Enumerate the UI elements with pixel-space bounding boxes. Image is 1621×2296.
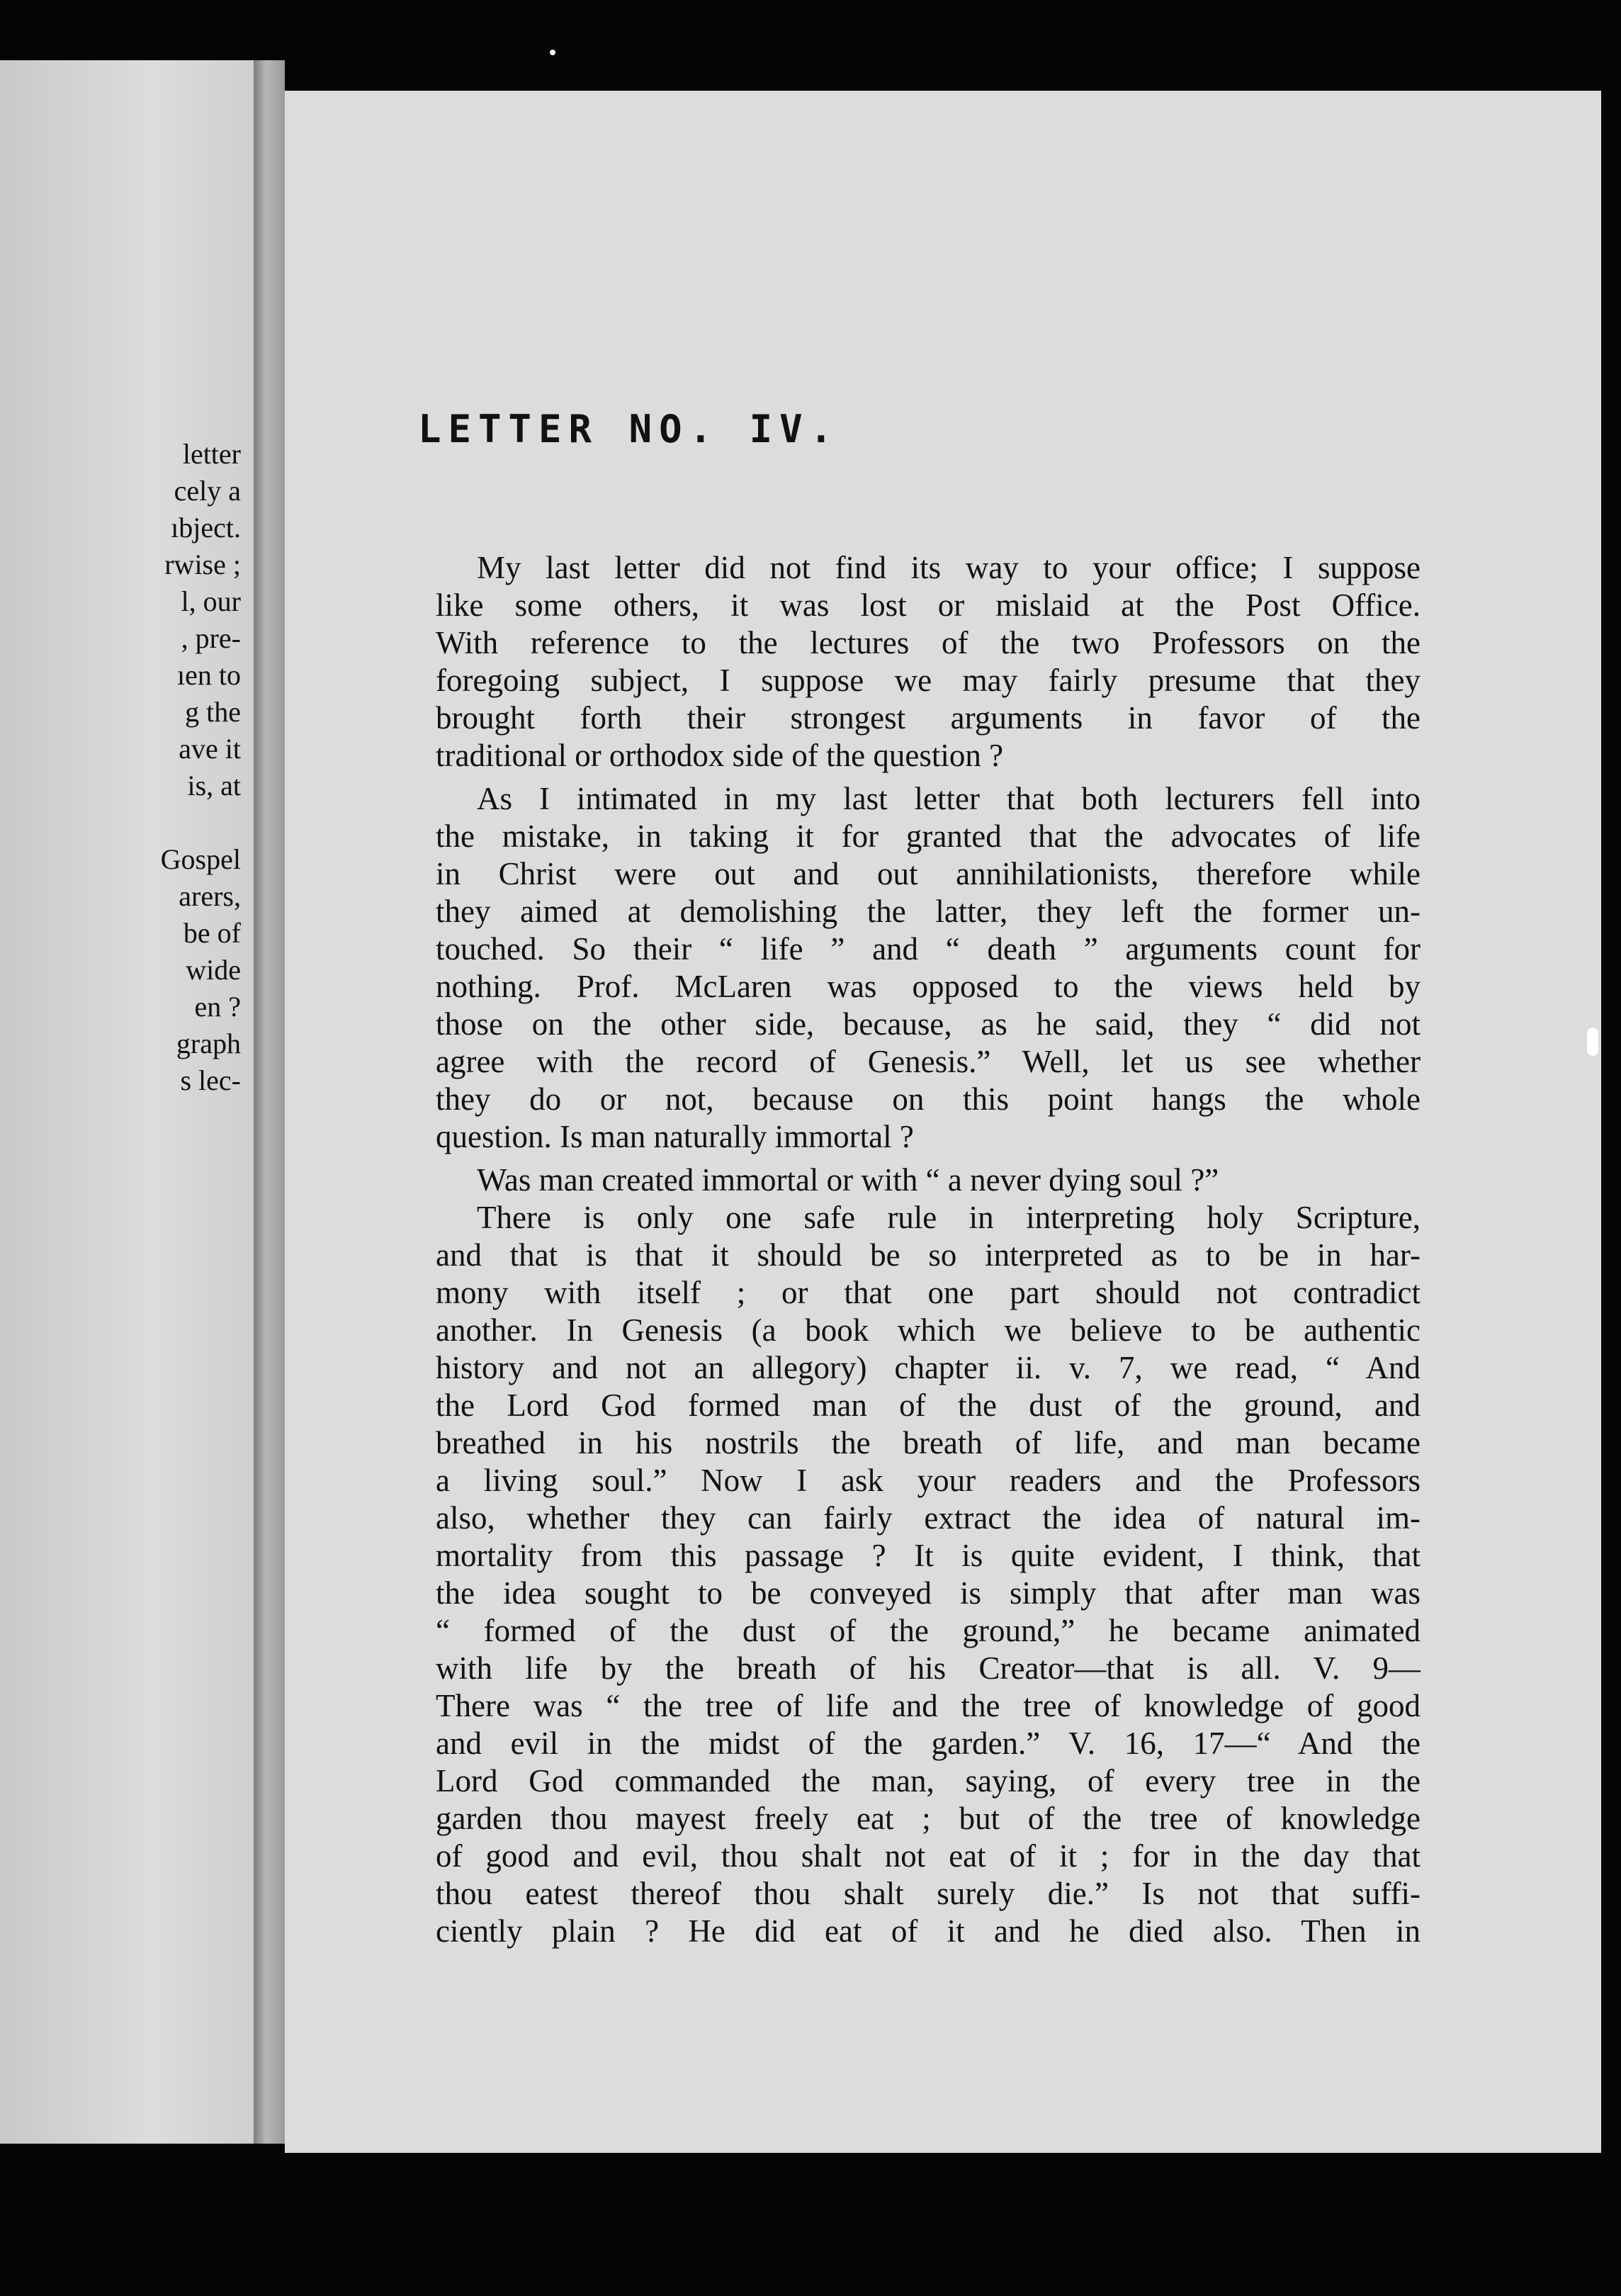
text-line: traditional or orthodox side of the question ? <box>436 738 1004 773</box>
facing-page-line: s lec- <box>180 1064 241 1096</box>
text-line: Was man created immortal or with “ a never dying soul ?” <box>477 1162 1219 1198</box>
text-line: in Christ were out and out annihilationists, therefore while <box>436 856 1421 891</box>
facing-page <box>0 60 254 2144</box>
facing-page-line: arers, <box>179 880 241 912</box>
text-line: breathed in his nostrils the breath of life, and man became <box>436 1425 1421 1461</box>
letter-heading: LETTER NO. IV. <box>418 407 840 451</box>
facing-page-line: cely a <box>174 475 241 507</box>
text-line: they do or not, because on this point hangs the whole <box>436 1081 1421 1117</box>
text-line: a living soul.” Now I ask your readers and the Professors <box>436 1463 1421 1498</box>
facing-page-line: graph <box>176 1028 241 1059</box>
facing-page-line: ıbject. <box>171 512 241 544</box>
facing-page-line: , pre- <box>181 622 241 654</box>
text-line: the idea sought to be conveyed is simply that after man was <box>436 1575 1421 1611</box>
text-line: foregoing subject, I suppose we may fairly presume that they <box>436 663 1421 698</box>
text-line: also, whether they can fairly extract the idea of natural im- <box>436 1500 1421 1536</box>
text-line: There is only one safe rule in interpreting holy Scripture, <box>477 1200 1421 1235</box>
text-line: touched. So their “ life ” and “ death ” arguments count for <box>436 931 1421 967</box>
text-line: There was “ the tree of life and the tree of knowledge of good <box>436 1688 1421 1723</box>
facing-page-line: Gospel <box>160 843 241 875</box>
text-line: with life by the breath of his Creator—that is all. V. 9— <box>436 1650 1421 1686</box>
text-line: garden thou mayest freely eat ; but of the tree of knowledge <box>436 1801 1421 1836</box>
facing-page-line: letter <box>182 438 241 470</box>
text-line: of good and evil, thou shalt not eat of it ; for in the day that <box>436 1838 1421 1874</box>
text-line: and evil in the midst of the garden.” V. 16, 17—“ And the <box>436 1726 1421 1761</box>
facing-page-line: l, our <box>181 585 241 617</box>
facing-page-line: ave it <box>179 733 241 765</box>
text-line: question. Is man naturally immortal ? <box>436 1119 914 1154</box>
text-line: With reference to the lectures of the two Professors on the <box>436 625 1421 660</box>
text-line: mortality from this passage ? It is quite evident, I think, that <box>436 1538 1421 1573</box>
text-line: the mistake, in taking it for granted that the advocates of life <box>436 818 1421 854</box>
text-line: the Lord God formed man of the dust of the ground, and <box>436 1388 1421 1423</box>
text-line: another. In Genesis (a book which we believe to be authentic <box>436 1312 1421 1348</box>
facing-page-line: g the <box>185 696 241 728</box>
scan-speck <box>1587 1028 1598 1056</box>
facing-page-line: en ? <box>194 991 241 1023</box>
text-line: Lord God commanded the man, saying, of every tree in the <box>436 1763 1421 1799</box>
text-line: My last letter did not find its way to your office; I suppose <box>477 550 1421 585</box>
facing-page-line: wide <box>186 954 241 986</box>
text-line: history and not an allegory) chapter ii. v. 7, we read, “ And <box>436 1350 1421 1385</box>
facing-page-text <box>0 436 241 1099</box>
text-line: nothing. Prof. McLaren was opposed to the views held by <box>436 969 1421 1004</box>
text-line: mony with itself ; or that one part should not contradict <box>436 1275 1421 1310</box>
facing-page-line: rwise ; <box>164 548 241 580</box>
scan-speck <box>550 50 555 55</box>
text-line: those on the other side, because, as he said, they “ did not <box>436 1006 1421 1042</box>
text-line: As I intimated in my last letter that both lecturers fell into <box>477 781 1421 816</box>
text-line: like some others, it was lost or mislaid at the Post Office. <box>436 587 1421 623</box>
facing-page-line: be of <box>183 917 241 949</box>
text-line: they aimed at demolishing the latter, they left the former un- <box>436 894 1421 929</box>
facing-page-line: ıen to <box>177 659 241 691</box>
text-line: and that is that it should be so interpreted as to be in har- <box>436 1237 1421 1273</box>
facing-page-line <box>0 804 241 841</box>
text-line: ciently plain ? He did eat of it and he died also. Then in <box>436 1913 1421 1949</box>
book-gutter <box>254 60 285 2144</box>
text-line: brought forth their strongest arguments in favor of the <box>436 700 1421 736</box>
text-line: “ formed of the dust of the ground,” he became animated <box>436 1613 1421 1648</box>
facing-page-line: is, at <box>187 770 241 801</box>
letter-body <box>436 549 1421 1950</box>
text-line: thou eatest thereof thou shalt surely die.” Is not that suffi- <box>436 1876 1421 1911</box>
text-line: agree with the record of Genesis.” Well, let us see whether <box>436 1044 1421 1079</box>
